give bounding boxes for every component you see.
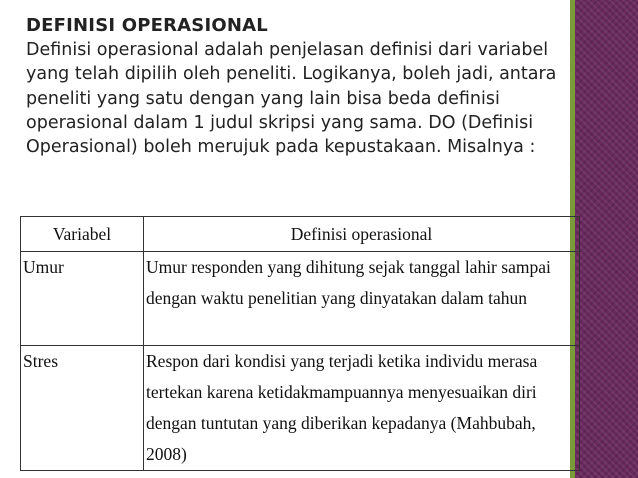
definition-table — [20, 216, 580, 471]
cell-definition: Umur responden yang dihitung sejak tanggal lahir sampai dengan waktu penelitian yang dinyatakan dalam tahun — [144, 252, 580, 346]
slide-heading: DEFINISI OPERASIONAL — [26, 15, 268, 36]
cell-definition: Respon dari kondisi yang terjadi ketika individu merasa tertekan karena ketidakmampuannya menyesuaikan diri dengan tuntutan yang diberikan kepadanya (Mahbubah, 2008) — [144, 346, 580, 471]
slide-paragraph: Definisi operasional adalah penjelasan definisi dari variabel yang telah dipilih oleh peneliti. Logikanya, boleh jadi, antara peneliti yang satu dengan yang lain bisa beda definisi operasional dalam 1 judul skripsi yang sama. DO (Definisi Operasional) boleh merujuk pada kepustakaan. Misalnya : — [26, 40, 557, 158]
decorative-side-band — [570, 0, 638, 478]
text-block — [26, 14, 571, 159]
table-row — [21, 252, 580, 346]
header-definisi: Definisi operasional — [144, 217, 580, 252]
table-row — [21, 346, 580, 471]
cell-variable: Stres — [21, 346, 144, 471]
cell-variable: Umur — [21, 252, 144, 346]
table-header-row — [21, 217, 580, 252]
header-variabel: Variabel — [21, 217, 144, 252]
